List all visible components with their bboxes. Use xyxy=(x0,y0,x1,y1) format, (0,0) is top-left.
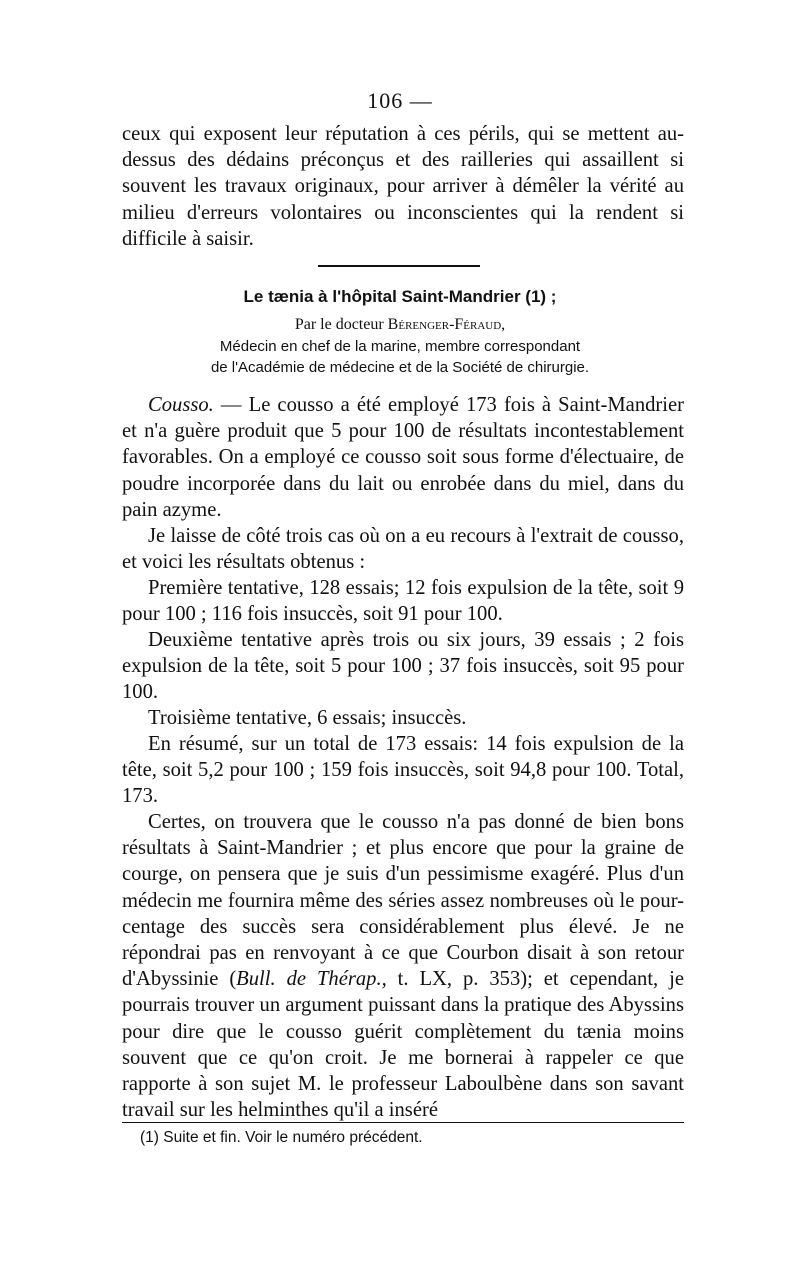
footnote: (1) Suite et fin. Voir le numéro précédent. xyxy=(140,1129,423,1146)
page-number: 106 — xyxy=(367,88,433,113)
paragraph-text-a: Certes, on trouvera que le cousso n'a pas donné de bien bons résultats à Saint-Mandrier ; et plus encore que pour la graine de courge, on pensera que je suis d'un pessimisme exagéré. Plus d'un médecin me fournira même des séries assez nombreuses où le pour-centage des succès sera considérablement plus élevé. Je ne répondrai pas en renvoyant à ce que Courbon disait à son retour d'Abyssinie ( xyxy=(122,811,684,991)
section-divider xyxy=(318,265,480,267)
paragraph-extrait: Je laisse de côté trois cas où on a eu recours à l'extrait de cousso, et voici les résultats obtenus : xyxy=(122,525,684,574)
author-affiliation-2: de l'Académie de médecine et de la Société de chirurgie. xyxy=(210,359,590,376)
citation-italic: Bull. de Thérap., xyxy=(236,968,387,991)
paragraph-cousso xyxy=(122,392,684,523)
footnote-divider xyxy=(122,1122,684,1123)
paragraph-deuxieme-tentative: Deuxième tentative après trois ou six jours, 39 essais ; 2 fois expulsion de la tête, soit 5 pour 100 ; 37 fois insuccès, soit 95 pour 100. xyxy=(122,629,684,704)
paragraph-certes xyxy=(122,809,684,1123)
paragraph-resume: En résumé, sur un total de 173 essais: 14 fois expulsion de la tête, soit 5,2 pour 100 ; 159 fois insuccès, soit 94,8 pour 100. Total, 173. xyxy=(122,733,684,808)
byline xyxy=(0,314,800,335)
paragraph-label: Cousso. xyxy=(148,394,214,416)
intro-paragraph: ceux qui exposent leur réputation à ces périls, qui se mettent au-dessus des dédains préconçus et des railleries qui assaillent si souvent les travaux originaux, pour arriver à démêler la vérité au milieu d'erreurs volontaires ou inconscientes qui la rendent si difficile à saisir. xyxy=(122,123,684,250)
author-affiliation-1: Médecin en chef de la marine, membre correspondant xyxy=(219,338,581,355)
byline-prefix: Par le docteur xyxy=(294,316,384,333)
paragraph-text: — Le cousso a été employé 173 fois à Saint-Mandrier et n'a guère produit que 5 pour 100 de résultats incontestablement favorables. On a employé ce cousso soit sous forme d'électuaire, de poudre incorporée dans du lait ou enrobée dans du miel, dans du pain azyme. xyxy=(122,394,684,521)
paragraph-text-b: t. LX, p. 353); et cependant, je pourrais trouver un argument puissant dans la pratique des Abyssins pour dire que le cousso guérit complètement du tænia moins souvent que ce qu'on croit. Je me bornerai à rappeler ce que rapporte à son sujet M. le professeur Laboulbène dans son savant travail sur les helminthes qu'il a inséré xyxy=(122,968,684,1122)
paragraph-troisieme-tentative: Troisième tentative, 6 essais; insuccès. xyxy=(148,707,467,729)
article-title: Le tænia à l'hôpital Saint-Mandrier (1) ; xyxy=(243,287,557,306)
paragraph-premiere-tentative: Première tentative, 128 essais; 12 fois expulsion de la tête, soit 9 pour 100 ; 116 fois insuccès, soit 91 pour 100. xyxy=(122,577,684,626)
author-name: Bérenger-Féraud, xyxy=(387,316,506,333)
